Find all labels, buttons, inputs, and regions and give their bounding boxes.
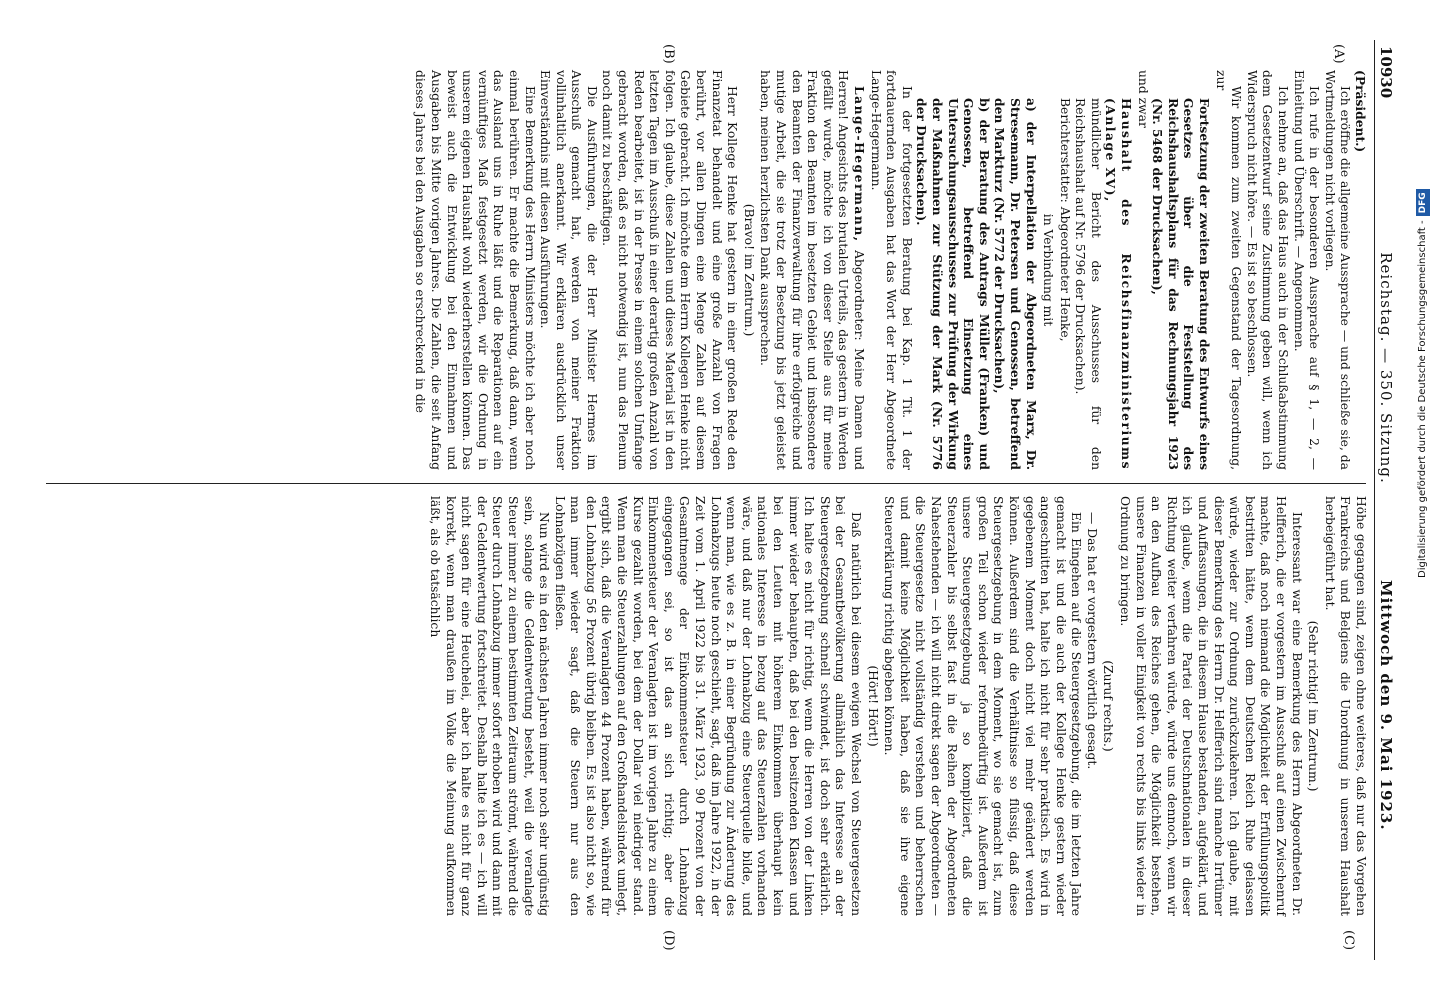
connector-text: in Verbindung mit [1041,213,1056,327]
interjection: (Bravo! im Zentrum.) [741,203,756,337]
agenda-subitem-a: a) der Interpellation der Abgeordneten Marx, Dr. Stresemann, Dr. Petersen und Genossen, betreffend den Markturz (Nr. 5772 der Drucksachen), [992,98,1039,470]
paragraph: Höhe gegangen sind, zeigen ohne weiteres, daß nur das Vorgehen Frankreichs und Belgiens die Unordnung in unserem Haushalt herbeigeführt hat. [1322,496,1368,916]
interjection: (Zuruf rechts.) [1101,660,1116,752]
newspaper-page [8,0,1416,988]
speaker-name: Lange-Hegermann, [852,86,867,243]
dfg-logo: DFG [1416,189,1430,216]
left-column [38,70,1368,470]
rapporteur: Berichterstatter: Abgeordneter Henke, [1057,98,1072,342]
rotated-page-scan [8,0,1416,988]
speaker-label: (Präsident.) [1353,70,1368,153]
digitization-sidebar [1416,18,1430,578]
paragraph: und zwar [1135,70,1150,128]
agenda-subitem-b: b) der Beratung des Antrags Müller (Franken) und Genossen, betreffend Einsetzung eines Untersuchungsausschusses zur Prüfung der Wirkung der Maßnahmen zur Stützung der Mark (Nr. 5776 der Drucksachen). [914,98,992,470]
paragraph: — Das hat er vorgestern wörtlich gesagt. [1084,512,1099,770]
interjection: (Hört! Hört!) [865,665,880,747]
agenda-item: Fortsetzung der zweiten Beratung des Entwurfs eines Gesetzes über die Feststellung des Reichshaushaltsplans für das Rechnungsjahr 1923 (Nr. 5468 der Drucksachen), [1150,98,1213,470]
paragraph: Ich nehme an, daß das Haus auch in der Schlußabstimmung dem Gesetzentwurf seine Zustimmung geben will, wenn ich Widerspruch nicht höre. — Es ist so beschlossen. [1244,70,1291,470]
margin-mark-a: (A) [1331,44,1346,64]
digitization-credit: Digitalisierung gefördert durch die Deutsche Forschungsgemeinschaft - [1417,220,1428,578]
speech-text: Abgeordneter: Meine Damen und Herren! Angesichts des brutalen Urteils, das gestern in Werden gefällt wurde, möchte ich von dieser Stelle aus für meine Fraktion den Beamten im besetzten Gebiet und insbesondere den Beamten der Finanzverwaltung für ihre erfolgreiche und mutige Arbeit, die sie trotz der Besetzung bis jetzt geleistet haben, meinen herzlichsten Dank aussprechen. [758,70,866,470]
paragraph: In der fortgesetzten Beratung bei Kap. 1 Tit. 1 der fortdauernden Ausgaben hat das Wort der Herr Abgeordnete Lange-Hegermann. [868,70,914,470]
paragraph: mündlicher Bericht des Ausschusses für den Reichshaushalt auf Nr. 5796 der Drucksachen). [1073,98,1103,470]
column-divider [46,483,1366,484]
interjection: (Sehr richtig! im Zentrum.) [1306,620,1321,792]
paragraph: Wir kommen zum zweiten Gegenstand der Tagesordnung, zur [1213,70,1244,470]
paragraph: Ich eröffne die allgemeine Aussprache — und schließe sie, da Wortmeldungen nicht vorliegen. [1322,70,1353,470]
session-date: Mittwoch den 9. Mai 1923. [1377,580,1395,831]
page-header [1374,40,1410,960]
margin-mark-d: (D) [661,930,676,951]
margin-mark-b: (B) [661,44,676,64]
paragraph: Nun wird es in den nächsten Jahren immer noch sehr ungünstig sein, solange die Geldentwertung besteht, weil die veranlagte Steuer immer zu einem bestimmten Zeitraum strömt, während die Steuer durch Lohnabzug immer sofort erhoben wird und dann mit der Geldentwertung fortschreitet. Deshalb halte ich es — ich will nicht sagen für eine Heuchelei, aber ich halte es nicht für ganz korrekt, wenn man draußen im Volke die Meinung aufkommen läßt, als ob tatsächlich [427,496,552,916]
paragraph: Daß natürlich bei diesem ewigen Wechsel von Steuergesetzen bei der Gesamtbevölkerung allmählich das Interesse an der Steuergesetzgebung schnell schwindet, ist doch sehr erklärlich. Ich halte es nicht für richtig, wenn die Herren von der Linken immer wieder behaupten, daß bei den besitzenden Klassen und bei den Leuten mit höherem Einkommen überhaupt kein nationales Interesse in bezug auf das Steuerzahlen vorhanden wäre, und daß nur der Lohnabzug eine Steuerquelle bilde, und wenn man, wie es z. B. in einer Begründung zur Änderung des Lohnabzugs heute noch geschieht, sagt, daß im Jahre 1922, in der Zeit vom 1. April 1922 bis 31. März 1923, 90 Prozent von der Gesamtmenge der Einkommensteuer durch Lohnabzug eingegangen sei, so ist das an sich richtig; aber die Einkommensteuer der Veranlagten ist im vorigen Jahre zu einem Kurse gezahlt worden, bei dem der Dollar viel niedriger stand. Wenn man die Steuerzahlungen auf den Großhandelsindex umlegt, ergibt sich, daß die Veranlagten 44 Prozent haben, während für den Lohnabzug 56 Prozent übrig bleiben. Es ist also nicht so, wie man immer wieder sagt, daß die Steuern nur aus den Lohnabzügen fließen. [552,496,863,916]
margin-mark-c: (C) [1341,930,1356,951]
agenda-heading: Haushalt des Reichsfinanzministeriums (Anlage XV), [1103,98,1135,470]
page-number: 10930 [1377,46,1395,99]
speech-opening [757,70,867,470]
right-column [38,496,1368,916]
paragraph: Ein Eingehen auf die Steuergesetzgebung, die im letzten Jahre gemacht ist und die auch der Kollege Henke gestern wieder angeschnitten hat, halte ich nicht für sehr praktisch. Es wird in gegebenem Moment doch nicht viel mehr geändert werden können. Außerdem sind die Verhältnisse so flüssig, daß diese Steuergesetzgebung in dem Moment, wo sie gemacht ist, zum großen Teil schon wieder reformbedürftig ist. Außerdem ist unsere Steuergesetzgebung ja so kompliziert, daß die Steuerzahler bis selbst fast in die Reihen der Abgeordneten Nahestehenden — ich will nicht direkt sagen der Abgeordneten — die Steuergesetze nicht vollständig verstehen und beherrschen und damit keine Möglichkeit haben, daß sie ihre eigene Steuererklärung richtig abgeben können. [882,496,1084,916]
paragraph: Eine Bemerkung des Herrn Ministers möchte ich aber noch einmal berühren. Er machte die Bemerkung, daß dann, wenn das Ausland uns in Ruhe läßt und die Reparationen auf ein vernünftiges Maß festgesetzt werden, wir die Ordnung in unserem eigenen Haushalt wohl wiederherstellen können. Das beweist auch die Entwicklung bei den Einnahmen und Ausgaben bis Mitte vorigen Jahres. Die Zahlen, die seit Anfang dieses Jahres bei den Ausgaben so erschreckend in die [413,70,537,470]
session-title: Reichstag. — 350. Sitzung. [1377,252,1395,484]
paragraph: Ich rufe in der besonderen Aussprache auf § 1, — 2, — Einleitung und Überschrift. — Angenommen. [1291,70,1322,470]
paragraph: Die Ausführungen, die der Herr Minister Hermes im Ausschuß gemacht hat, werden von meiner Fraktion vollinhaltlich anerkannt. Wir erklären ausdrücklich unser Einverständnis mit diesen Ausführungen. [538,70,599,470]
paragraph: Herr Kollege Henke hat gestern in einer großen Rede den Finanzetat behandelt und eine große Anzahl von Fragen berührt, vor allen Dingen eine Menge Zahlen auf diesem Gebiete gebracht. Ich möchte dem Herrn Kollegen Henke nicht folgen. Ich glaube, diese Zahlen und dieses Material ist in den letzten Tagen im Ausschuß in einer derartig großen Anzahl von Reden bearbeitet, ist in der Presse in einem solchen Umfange gebracht worden, daß es nicht notwendig ist, nun das Plenum noch damit zu beschäftigen. [600,70,740,470]
paragraph: Interessant war eine Bemerkung des Herrn Abgeordneten Dr. Helfferich, die er vorgestern im Ausschuß auf einen Zwischenruf machte, daß noch niemand die Möglichkeit der Erfüllungspolitik bestritten hätte, wenn dem Deutschen Reich Ruhe gelassen würde, wieder zur Ordnung zurückzukehren. Ich glaube, mit dieser Bemerkung des Herrn Dr. Helfferich sind manche Irrtümer und Auffassungen, die in diesem Hause bestanden, aufgeklärt, und ich glaube, wenn die Partei der Deutschnationalen in dieser Richtung weiter verfahren würde, würde uns dennoch, wenn wir an den Aufbau des Reiches gehen, die Möglichkeit bestehen, unsere Finanzen in voller Einigkeit von rechts bis links wieder in Ordnung zu bringen. [1118,496,1304,916]
